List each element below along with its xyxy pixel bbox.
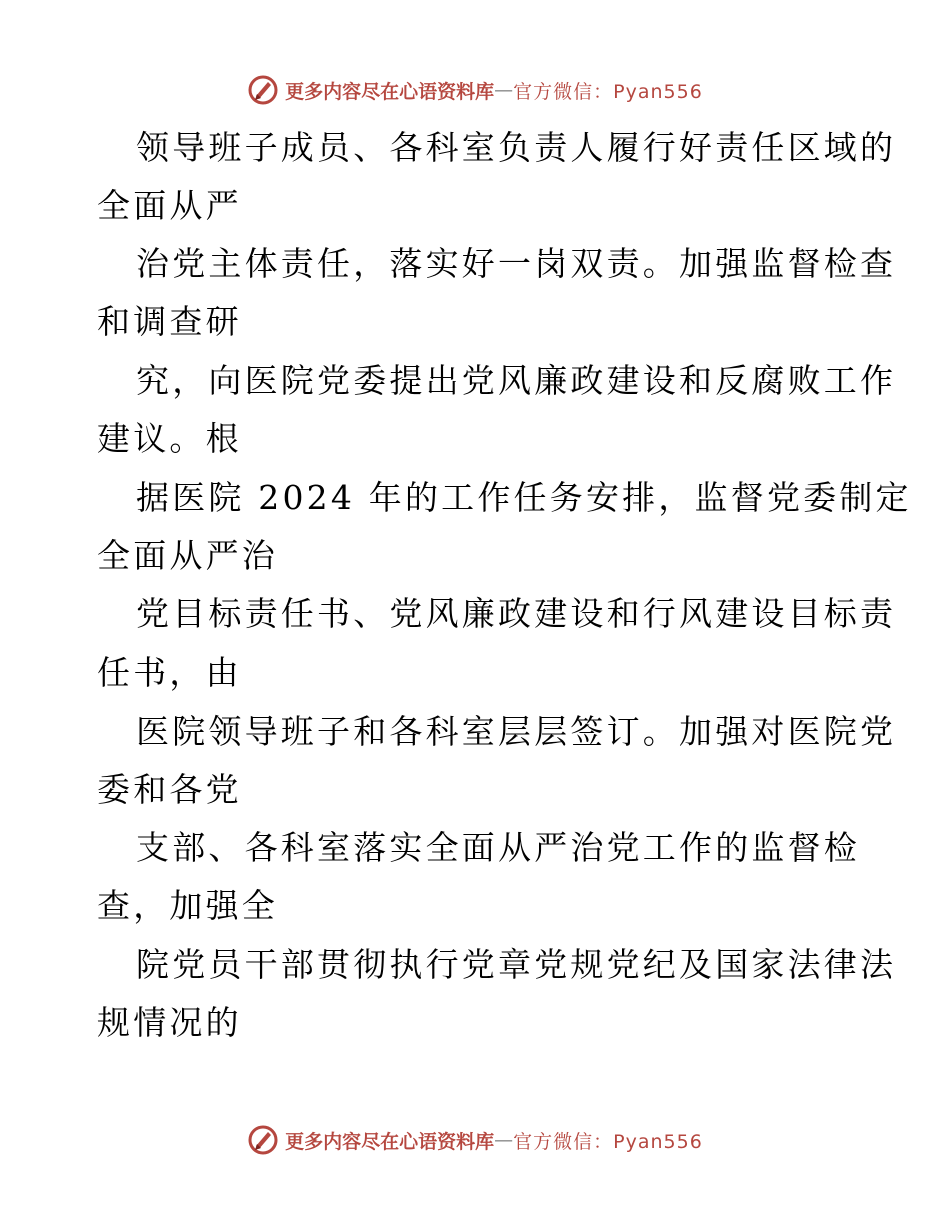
watermark-contact: 官方微信：Pyan556 bbox=[513, 80, 703, 103]
body-line: 和调查研 bbox=[97, 302, 242, 341]
body-line: 全面从严治 bbox=[97, 536, 278, 575]
body-line: 全面从严 bbox=[97, 186, 242, 225]
body-line: 委和各党 bbox=[97, 770, 242, 809]
header-watermark bbox=[0, 70, 950, 110]
body-line: 支部、各科室落实全面从严治党工作的监督检 bbox=[136, 828, 860, 867]
watermark-separator: — bbox=[494, 79, 514, 101]
body-line: 据医院 2024 年的工作任务安排，监督党委制定 bbox=[136, 478, 912, 517]
watermark-contact: 官方微信：Pyan556 bbox=[513, 1130, 703, 1153]
logo-icon bbox=[247, 1124, 279, 1156]
footer-watermark bbox=[0, 1120, 950, 1160]
watermark-text: 更多内容尽在心语资料库 bbox=[285, 1130, 495, 1153]
body-line: 治党主体责任，落实好一岗双责。加强监督检查 bbox=[136, 244, 897, 283]
body-line: 医院领导班子和各科室层层签订。加强对医院党 bbox=[136, 712, 897, 751]
watermark-separator: — bbox=[494, 1129, 514, 1151]
body-line: 党目标责任书、党风廉政建设和行风建设目标责 bbox=[136, 594, 897, 633]
body-line: 究，向医院党委提出党风廉政建设和反腐败工作 bbox=[136, 361, 897, 400]
body-line: 任书，由 bbox=[97, 653, 242, 692]
logo-icon bbox=[247, 74, 279, 106]
body-line: 建议。根 bbox=[97, 419, 242, 458]
body-line: 规情况的 bbox=[97, 1003, 242, 1042]
body-line: 院党员干部贯彻执行党章党规党纪及国家法律法 bbox=[136, 945, 897, 984]
body-line: 领导班子成员、各科室负责人履行好责任区域的 bbox=[136, 128, 897, 167]
body-line: 查，加强全 bbox=[97, 886, 278, 925]
watermark-text: 更多内容尽在心语资料库 bbox=[285, 80, 495, 103]
